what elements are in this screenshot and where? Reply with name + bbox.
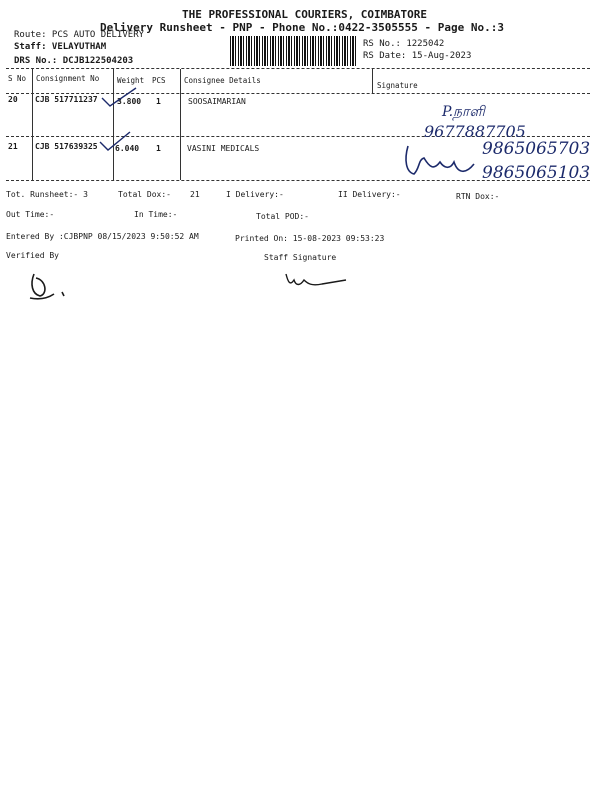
handwritten-name: P.நாளி [442,104,485,120]
entered-by: Entered By :CJBPNP 08/15/2023 9:50:52 AM [6,232,199,241]
barcode [230,36,356,66]
row-consignment: CJB 517711237 [35,95,98,104]
company-name: THE PROFESSIONAL COURIERS, COIMBATORE [182,8,428,21]
ii-delivery: II Delivery:- [338,190,401,199]
row-weight: 3.800 [117,97,142,106]
col-header-pcs: PCS [152,76,166,85]
runsheet-subtitle: Delivery Runsheet - PNP - Phone No.:0422-3505555 - Page No.:3 [100,21,504,34]
row-pcs: 1 [156,144,161,153]
check-mark [100,86,140,110]
staff-signature [282,270,352,294]
total-runsheet: Tot. Runsheet:- 3 [6,190,88,199]
col-header-weight: Weight [117,76,145,85]
printed-on: Printed On: 15-08-2023 09:53:23 [235,234,385,243]
staff-signature-label: Staff Signature [264,253,337,262]
col-divider [180,69,181,180]
row-sno: 20 [8,95,18,104]
header-bottom-rule [6,93,590,94]
row-sno: 21 [8,142,18,151]
verified-by: Verified By [6,251,59,260]
handwritten-phone: 9865065103 [482,163,591,183]
i-delivery: I Delivery:- [226,190,284,199]
col-header-consignment: Consignment No [36,74,100,83]
rtn-dox: RTN Dox:- [456,192,500,201]
handwritten-phone: 9677887705 [424,122,526,141]
rs-date: RS Date: 15-Aug-2023 [363,51,472,61]
col-divider [32,69,33,180]
col-header-signature: Signature [377,81,418,90]
route: Route: PCS AUTO DELIVERY [14,30,145,40]
rs-number: RS No.: 1225042 [363,39,445,49]
verifier-signature [26,270,76,304]
col-header-sno: S No [8,74,27,83]
out-time: Out Time:- [6,210,55,219]
check-mark [98,130,138,154]
handwritten-phone: 9865065703 [482,139,591,159]
row-pcs: 1 [156,97,161,106]
signature-scribble [400,140,480,180]
total-dox-label: Total Dox:- [118,190,171,199]
row-weight: 6.040 [115,144,140,153]
total-pod: Total POD:- [256,212,309,221]
row-consignment: CJB 517639325 [35,142,98,151]
table-top-rule [6,68,590,69]
col-divider [372,69,373,93]
in-time: In Time:- [134,210,178,219]
total-dox-value: 21 [190,190,200,199]
drs-number: DRS No.: DCJB122504203 [14,56,134,66]
row-consignee: SOOSAIMARIAN [188,97,246,106]
row-consignee: VASINI MEDICALS [187,144,260,153]
staff: Staff: VELAYUTHAM [14,42,107,52]
col-header-consignee: Consignee Details [184,76,261,85]
